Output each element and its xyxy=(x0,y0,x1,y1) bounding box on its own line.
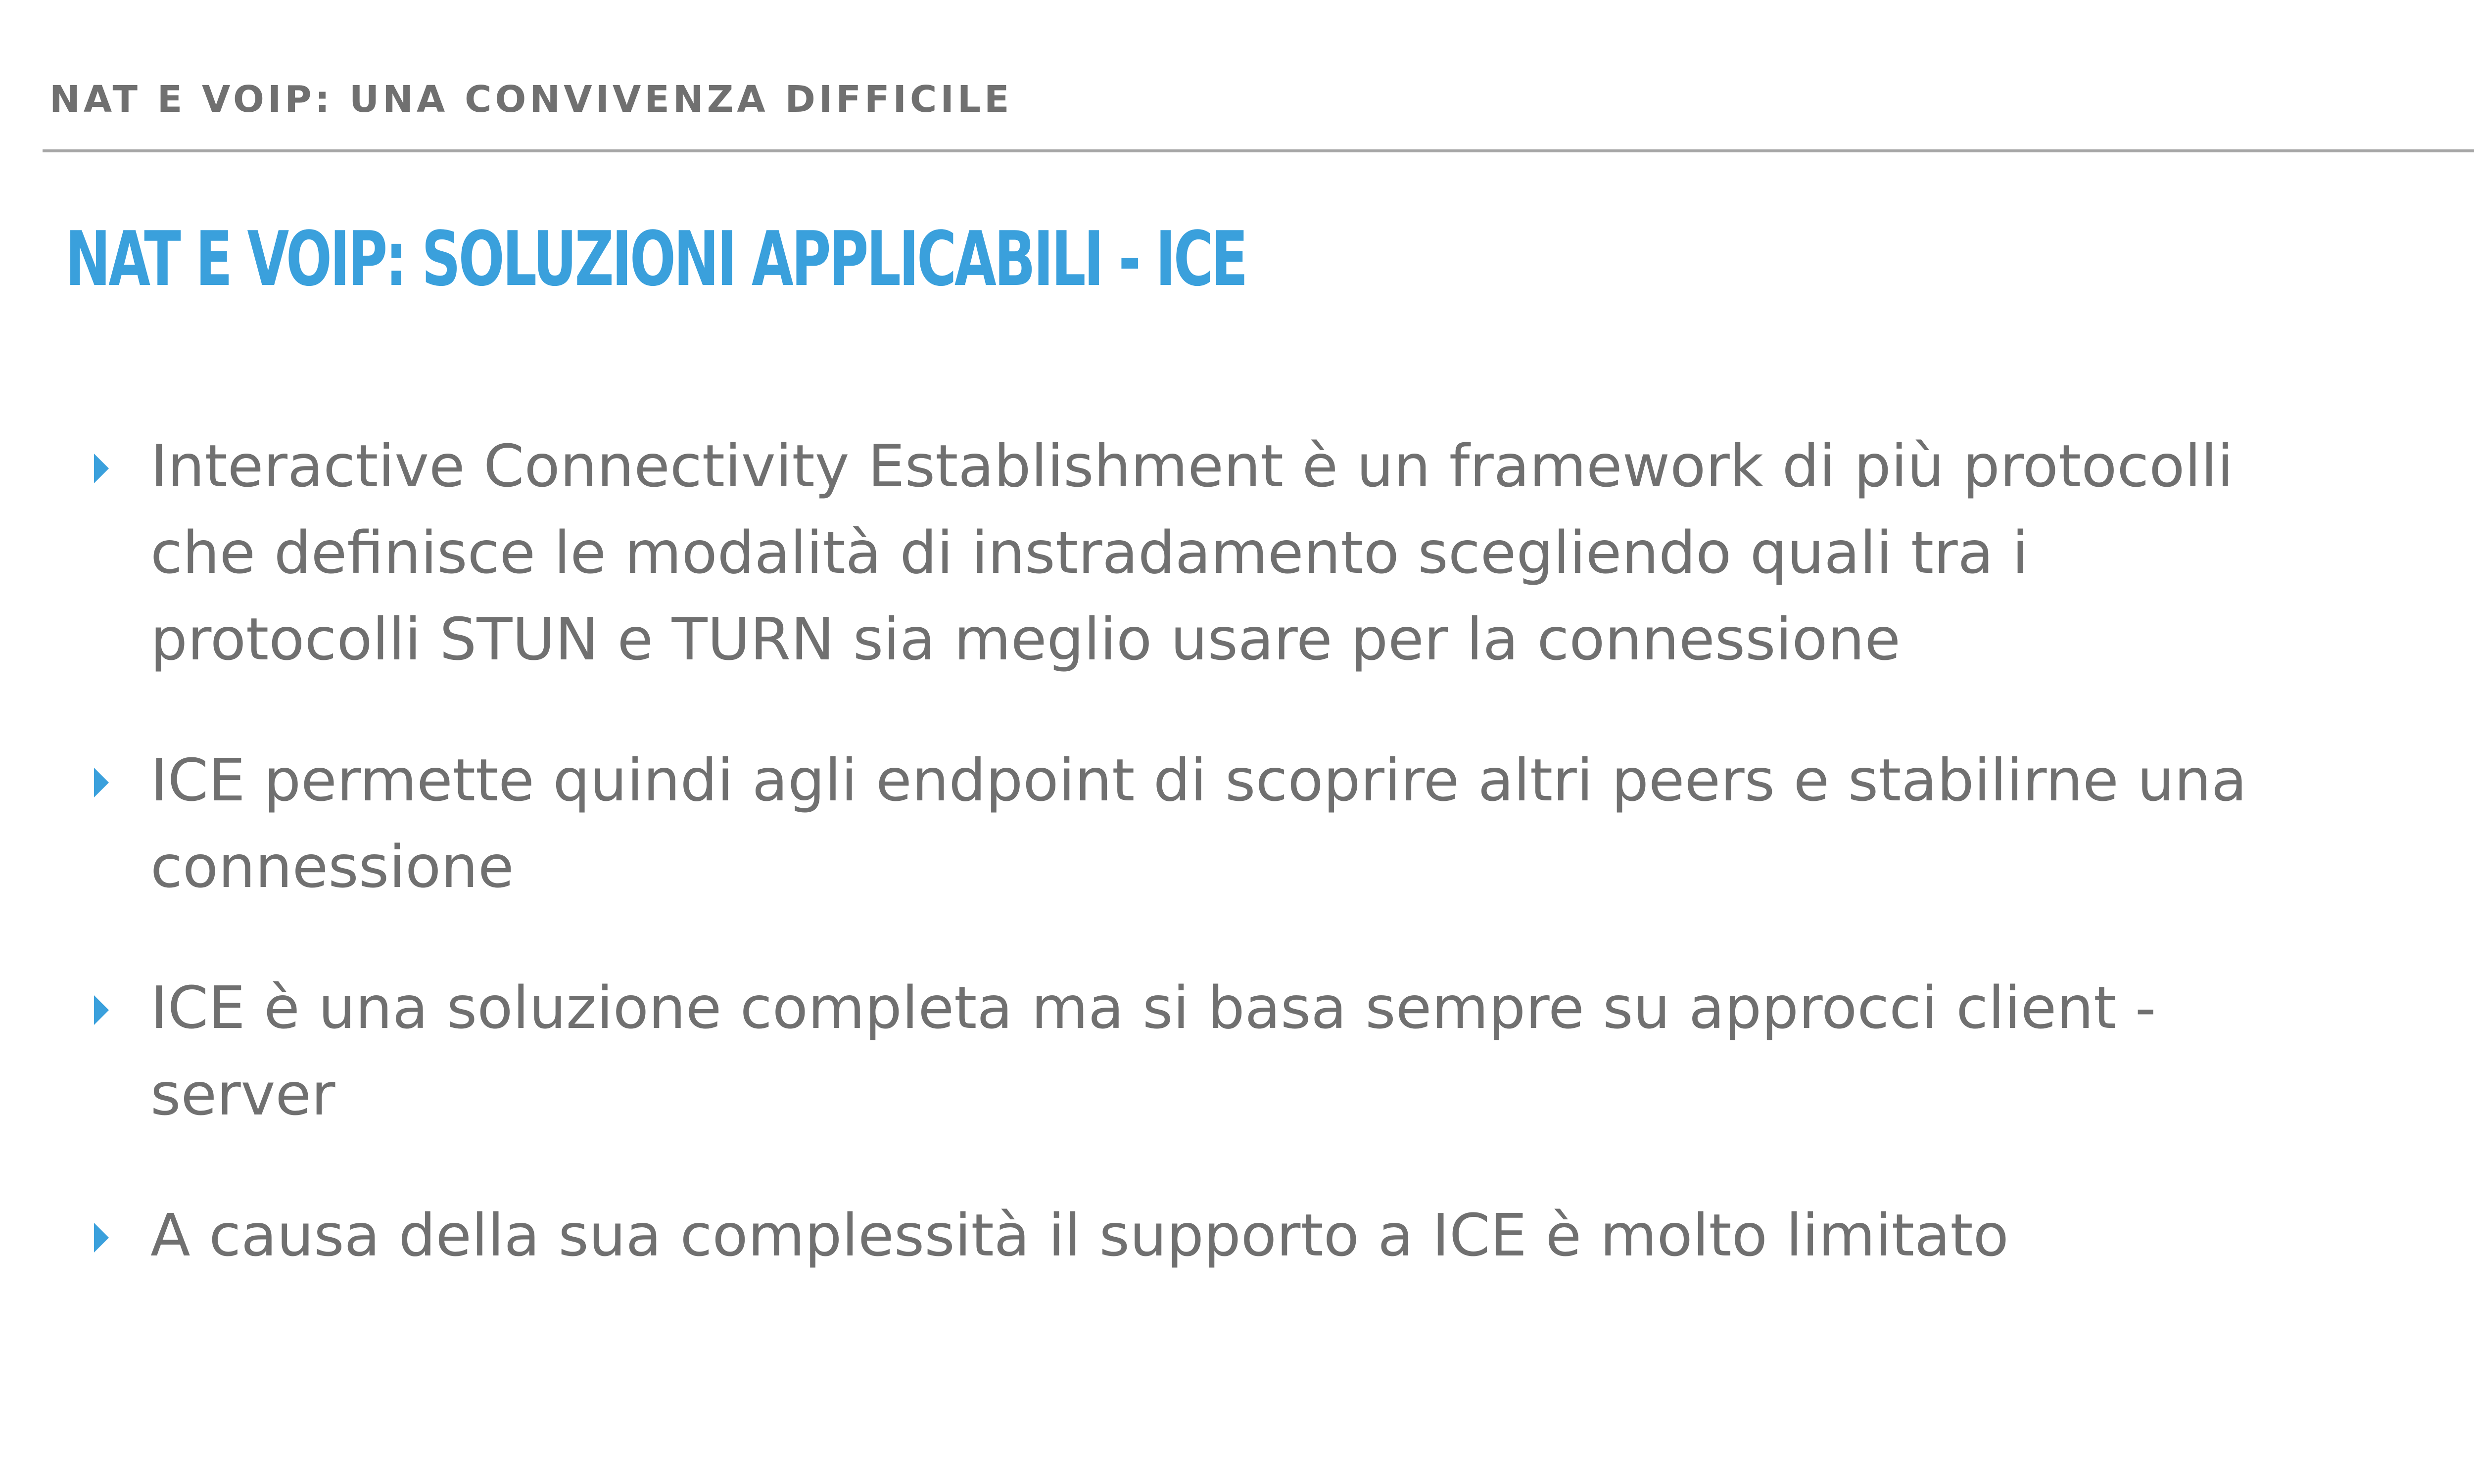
bullet-text: ICE permette quindi agli endpoint di scoprire altri peers e stabilirne una connessione xyxy=(150,746,2247,901)
triangle-right-icon xyxy=(94,1223,109,1252)
bullet-text: Interactive Connectivity Establishment è un framework di più protocolli che definisce le modalità di instradamento scegliendo quali tra i protocolli STUN e TURN sia meglio usare per la connessione xyxy=(150,432,2234,673)
triangle-right-icon xyxy=(94,768,109,797)
section-header: NAT E VOIP: UNA CONVIVENZA DIFFICILE xyxy=(49,78,1013,121)
triangle-right-icon xyxy=(94,995,109,1025)
bullet-text: A causa della sua complessità il supporto a ICE è molto limitato xyxy=(150,1201,2009,1269)
header-divider xyxy=(43,149,2474,152)
bullet-item xyxy=(89,737,2316,910)
bullet-list xyxy=(89,423,2316,1333)
bullet-item xyxy=(89,1192,2316,1279)
slide-title: NAT E VOIP: SOLUZIONI APPLICABILI - ICE xyxy=(65,215,1246,303)
bullet-text: ICE è una soluzione completa ma si basa sempre su approcci client - server xyxy=(150,974,2156,1128)
bullet-item xyxy=(89,965,2316,1138)
bullet-item xyxy=(89,423,2316,683)
triangle-right-icon xyxy=(94,454,109,483)
